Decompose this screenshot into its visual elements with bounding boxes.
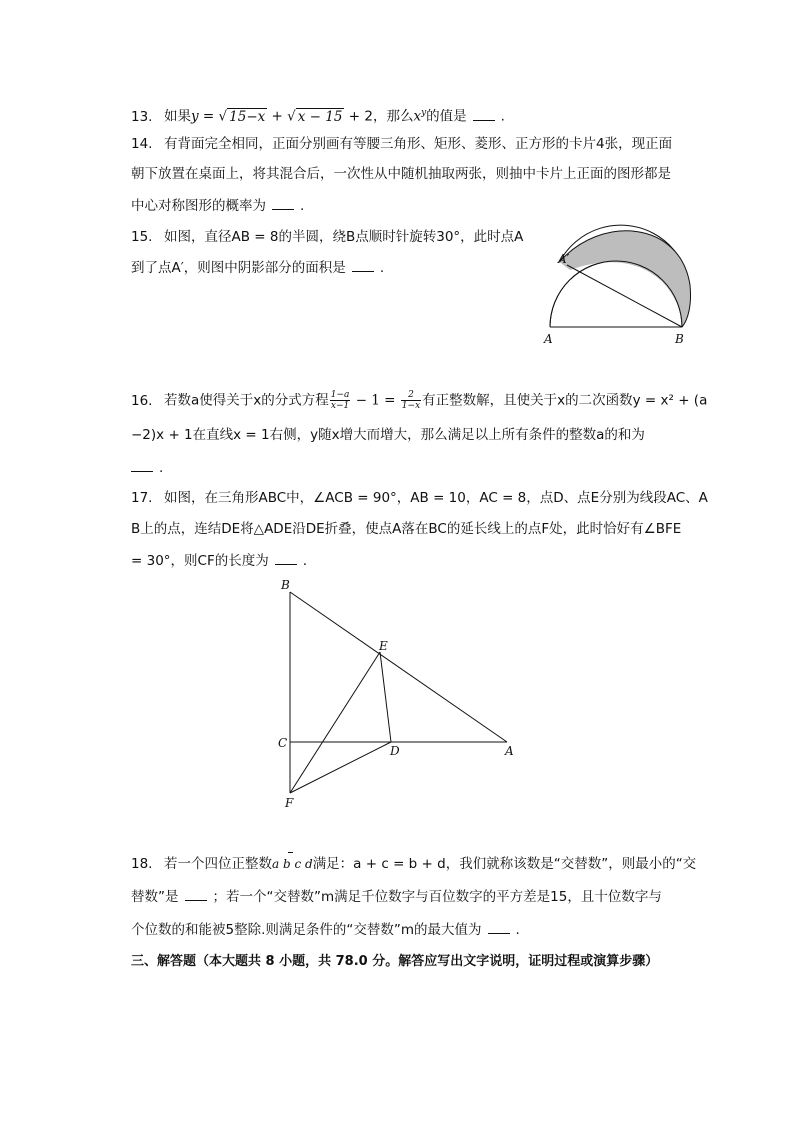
q15-line-1-text: 如图，直径AB = 8的半圆，绕B点顺时针旋转30°，此时点A xyxy=(164,229,524,245)
answer-blank[interactable] xyxy=(473,108,495,121)
question-18-line-2 xyxy=(131,887,662,907)
question-16-line-2 xyxy=(131,425,645,445)
question-14-line-2 xyxy=(131,164,671,184)
question-18-line-3 xyxy=(131,920,520,940)
q17-label-d: D xyxy=(390,744,400,758)
q16-fraction-1 xyxy=(330,390,351,411)
question-17-line-3 xyxy=(131,551,307,571)
question-17-line-2 xyxy=(131,519,681,539)
q17-label-c: C xyxy=(278,736,288,750)
q17-segment-ef xyxy=(290,652,380,793)
q13-text-a: 如果 xyxy=(164,108,191,125)
q17-label-f: F xyxy=(285,796,294,810)
q15-label-a: A xyxy=(544,332,553,346)
q18-line-2b: ；若一个“交替数”m满足千位数字与百位数字的平方差是15，且十位数字与 xyxy=(212,889,662,905)
q17-label-b: B xyxy=(281,578,290,592)
q17-segment-ed xyxy=(380,652,391,742)
question-16-line-1 xyxy=(131,390,707,411)
question-number: 14. xyxy=(131,136,153,152)
q16-fraction-2 xyxy=(401,390,421,411)
q13-sqrt-2: x − 15 xyxy=(297,108,343,125)
answer-blank[interactable] xyxy=(131,459,153,472)
q13-var-y: y xyxy=(191,108,199,125)
question-number: 16. xyxy=(131,392,153,409)
q18-text-b: 满足：a + c = b + d，我们就称该数是“交替数”，则最小的“交 xyxy=(312,856,697,872)
q17-line-3-text: = 30°，则CF的长度为 xyxy=(131,553,269,569)
q16-mid: − 1 = xyxy=(351,392,400,409)
question-number: 15. xyxy=(131,229,153,245)
q13-exp-y: y xyxy=(421,108,427,118)
question-number: 18. xyxy=(131,856,153,872)
q13-var-x: x xyxy=(413,108,422,125)
question-14-line-3 xyxy=(131,196,304,216)
question-14-line-1 xyxy=(131,134,672,154)
q17-triangle-figure xyxy=(270,575,530,815)
question-13: 13. 如果y = √ 15−x + √ x − 15 + 2，那么$x^y$的值是 . xyxy=(131,108,505,125)
q17-end: . xyxy=(302,553,308,569)
q15-end: . xyxy=(379,260,385,276)
q16-frac-2-den: 1−x xyxy=(401,401,421,411)
q16-line-2-text: −2)x + 1在直线x = 1右侧，y随x增大而增大，那么满足以上所有条件的整数a的和为 xyxy=(131,427,645,443)
q16-frac-2-num: 2 xyxy=(401,390,421,401)
question-16-line-3 xyxy=(131,458,163,478)
q16-text-a: 若数a使得关于x的分式方程 xyxy=(164,392,329,409)
q13-end: . xyxy=(500,108,505,125)
q16-frac-1-den: x−1 xyxy=(330,401,350,411)
question-18-line-1 xyxy=(131,854,696,874)
answer-blank[interactable] xyxy=(185,888,207,901)
q17-segment-ba xyxy=(290,592,507,742)
q15-label-b: B xyxy=(675,332,684,346)
question-15-line-2 xyxy=(131,258,384,278)
q18-line-2a: 替数”是 xyxy=(131,889,179,905)
section-3-heading xyxy=(131,952,658,972)
q14-line-2-text: 朝下放置在桌面上，将其混合后，一次性从中随机抽取两张，则抽中卡片上正面的图形都是 xyxy=(131,166,671,182)
q18-digits-overline: a b c d xyxy=(272,854,313,874)
q13-text-b: 的值是 xyxy=(426,108,467,125)
q14-end: . xyxy=(300,198,305,214)
q14-line-3-text: 中心对称图形的概率为 xyxy=(131,198,266,214)
answer-blank[interactable] xyxy=(272,197,294,210)
question-17-line-1 xyxy=(131,488,708,508)
question-number: 13. xyxy=(131,108,153,125)
section-3-title: 三、解答题（本大题共 8 小题，共 78.0 分。解答应写出文字说明，证明过程或演算步骤） xyxy=(131,954,659,969)
q17-label-a: A xyxy=(505,744,514,758)
q13-sqrt-1: 15−x xyxy=(229,108,266,125)
q13-equals: = xyxy=(198,108,219,125)
q13-text-mid: + 2，那么 xyxy=(344,108,414,125)
q17-line-1-text: 如图，在三角形ABC中，∠ACB = 90°，AB = 10，AC = 8，点D、点E分别为线段AC、A xyxy=(164,490,708,506)
q18-text-a: 若一个四位正整数 xyxy=(164,856,272,872)
q18-line-3-text: 个位数的和能被5整除.则满足条件的“交替数”m的最大值为 xyxy=(131,922,482,938)
q16-text-b: 有正整数解，且使关于x的二次函数y = x² + (a xyxy=(422,392,708,409)
q16-end: . xyxy=(159,460,164,476)
q14-line-1-text: 有背面完全相同，正面分别画有等腰三角形、矩形、菱形、正方形的卡片4张，现正面 xyxy=(164,136,673,152)
answer-blank[interactable] xyxy=(275,552,297,565)
q13-plus: + xyxy=(267,108,288,125)
answer-blank[interactable] xyxy=(488,921,510,934)
q16-frac-1-num: 1−a xyxy=(330,390,350,400)
question-number: 17. xyxy=(131,490,153,506)
question-15-line-1 xyxy=(131,227,523,247)
q17-line-2-text: B上的点，连结DE将△ADE沿DE折叠，使点A落在BC的延长线上的点F处，此时恰好有∠BFE xyxy=(131,521,682,537)
q17-segment-df xyxy=(290,742,391,793)
answer-blank[interactable] xyxy=(352,259,374,272)
q18-end: . xyxy=(515,922,520,938)
q15-label-a-prime: A′ xyxy=(558,252,570,266)
q17-label-e: E xyxy=(379,639,388,653)
q15-line-2-text: 到了点A′，则图中阴影部分的面积是 xyxy=(131,260,346,276)
q15-semicircle-figure xyxy=(540,225,700,350)
